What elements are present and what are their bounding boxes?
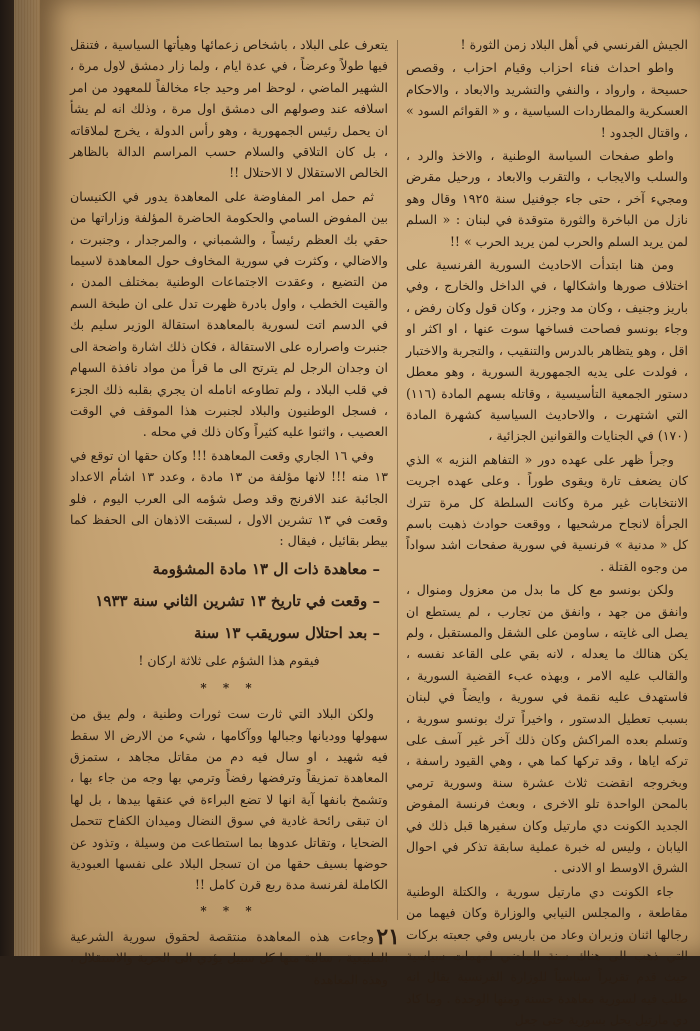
page-number: ٢١ bbox=[376, 924, 400, 950]
left-para-2: ثم حمل امر المفاوضة على المعاهدة يدور في الكنيسان بين المفوض السامي والحكومة الحاضرة المؤلفة وزاراتها من حقي بك العظم رئيساً ، والشمباني ، والمرجدار ، وجنبرت ، والاضالي ، وكثرت في سورية المخاوف حول المعاهدة لاسيما من التضيع ، وعقدت الاجتماعات الوطنية بمختلف المدن ، والقيت الخطب ، واول بادرة ظهرت تدل على ان طبخة السم في الدسم اتت لسورية بالمعاهدة استقالة الوزير سليم بك جنبرت واصراره على الاستقالة ، فكان ذلك اشارة واضحة الى ان وجدان الرجل لم يترتح الى ما قرأ من مواد نافذة السهام في قلب البلاد ، ولم تطاوعه انامله ان يجري بقلبه ذلك الجزء ، فسجل الوطنيون والبلاد لجنبرت هذا الموقف في الوقت العصيب ، واثنوا عليه كثيراً وكان ذلك في محله . bbox=[70, 188, 388, 440]
right-column bbox=[406, 34, 688, 1028]
treaty-line-1: – معاهدة ذات ال ١٣ مادة المشؤومة bbox=[152, 559, 380, 578]
right-para-5: وجرأ ظهر على عهده دور « التفاهم النزيه » الذي كان يضعف تارة ويقوى طوراً . وعلى عهده اجريت الانتخابات غير مرة وكانت السلطة كل مرة تترك الجرأة لانجاح مرشحيها ، ووقعت حوادث ذهبت باسم كل « مدنية » فرنسية في سورية صفحات اشد سواداً من وجوه القتلة . bbox=[406, 451, 688, 574]
left-para-3: وفي ١٦ الجاري وقعت المعاهدة !!! وكان حقها ان توقع في ١٣ منه !!! لانها مؤلفة من ١٣ مادة ، وعدد ١٣ اشأم الاعداد الجائبة عند الافرنج وقد وصل شؤمه الى العرب اليوم ، فلو وقعت في ١٣ تشرين الاول ، لسبقت الاذهان الى الحفظ كما بيطر بقائيل ، فيقال : bbox=[70, 447, 388, 549]
section-separator-1: * * * bbox=[200, 681, 258, 696]
treaty-line-3: – بعد احتلال سوريقب ١٣ سنة bbox=[193, 623, 380, 642]
section-separator-2: * * * bbox=[200, 903, 258, 918]
left-para-middle: ولكن البلاد التي ثارت ست ثورات وطنية ، ولم يبق من سهولها ووديانها وجبالها ووآكامها ، شيء من الارض الا سقط فيه شهيد ، او سال فيه دم من مقاتل مجاهد ، ستمزق المعاهدة تمزيقاً وترفضها رفضاً وترمي بها وجه من جاء بها ، وتشمخ بانفها آية انها لا تضع البراءة في عنقها بيدها ، بل لها ان تبقى رائحة غادية في سوق النضال وميدان الكفاح تتحمل الضحايا ، وتقاتل عدوها بما استطاعت من وسيلة ، وتذود عن حوضها بسيف حقها من ان تسجل البلاد على نفسها العبودية الكاملة لفرنسة مدة ربع قرن كامل !! bbox=[70, 706, 388, 893]
right-para-4: ومن هنا ابتدأت الاحاديث السورية الفرنسية على اختلاف صورها واشكالها ، في الداخل والخارج ، وفي باريز وجنيف ، وكان مد وجزر ، وكان قول وكان رفض ، وجاء بونسو فصاحت فساخها سوت عنها ، او اكثر او اقل ، وهو يتظاهر بالدرس والتنقيب ، والتجربة والاختبار ، فولدت على يديه الجمهورية السورية ، وهو معطل دستور الجمعية التأسيسية ، وقاتله بسهم المادة (١١٦) التي اشتهرت ، والاحاديث السياسية كشهرة المادة (١٧٠) في الجنايات والقوانين الجزائية ، bbox=[406, 257, 688, 444]
book-page bbox=[40, 0, 700, 1028]
left-para-1: يتعرف على البلاد ، باشخاص زعمائها وهيأتها السياسية ، فتنقل فيها طولاً وعرضاً ، في عدة ايام ، ولما زار دمشق لاول مرة ، الشهير الماضي ، لوحظ امر وحيد جاء مخالفاً للمعهود من امر اسلافه عند وصولهم الى دمشق اول مرة ، وذلك انه لم يشأ ان يحمل رئيس الجمهورية ، وهو رأس الدولة ، يخرج لملاقاته ، بل كان التلاقي والسلام حسب المراسم الدالة بالظاهر الخالص الاستقلال لا الاحتلال !! bbox=[70, 37, 388, 181]
right-para-3: واطو صفحات السياسة الوطنية ، والاخذ والرد ، والسلب والايجاب ، والتقرب والابعاد ، ورحيل مقرض ومجيء آخر ، حتى جاء جوفنيل سنة ١٩٢٥ وقال وهو نازل من الباخرة والثورة متوقدة في لبنان : « السلم لمن يريد السلم والحرب لمن يريد الحرب » !! bbox=[406, 148, 688, 249]
right-para-6: ولكن بونسو مع كل ما بدل من معزول ومنوال ، وانفق من جهد ، وانفق من تجارب ، لم يستطع ان يصل الى غايته ، ساومن على الشقل والمستقبل ، ولم يكن هنالك ما يعدله ، لانه بقي على القاعد نفسه ، والقالب عليه الامر ، وبهذه عبء القضية السورية ، فاستهدف عليه نقمة في سورية ، وايضاً في لبنان بسبب تعطيل الدستور ، واخيراً ترك بونسو سورية ، وتسلم بعده المراكش وكان ذلك آخر غير آسف على تركه اياها ، وقد تركها كما هي ، وهي القيود راسفة ، وبخروجه انقضت ثلاث عشرة سنة وسورية ترمي بالمحن الواحدة تلو الاخرى ، وبعث فرنسة المفوض الجديد الكونت دي مارتيل وكان سفيرها قبل ذلك في اليابان ، وليس له خبرة عملية سابقة تذكر في احوال الشرق الاوسط او الادنى . bbox=[406, 582, 688, 876]
right-para-7: جاء الكونت دي مارتيل سورية ، والكتلة الوطنية مقاطعة ، والمجلس النيابي والوزارة وكان فيهما من رجالها اثنان وزيران وعاد من باريس وفي جعبته بركات التي ذهب الى هناك سنة الماضي لمهمات سياسية حيث قدم تقريراً سياسياً للوزارة الفرنسية يقال انه طلب فيه لسورية معاهدة حسنة ومنها الوحدة . وما كاد دي مارتيل يحل بسورية حتى جعل bbox=[406, 883, 688, 1028]
column-divider bbox=[397, 40, 398, 920]
treaty-conclusion: فيقوم هذا الشؤم على ثلاثة اركان ! bbox=[138, 652, 320, 668]
left-para-final: وجاءت هذه المعاهدة منتقصة لحقوق سورية الشرعية الطبيعية ، سالبة منها كل سبيل يؤدي الى الحرية والاستقلال ، وهذه المعاهدة bbox=[70, 928, 388, 987]
right-para-1: الجيش الفرنسي في أهل البلاد زمن الثورة ! bbox=[460, 37, 688, 52]
treaty-line-2: – وقعت في تاريخ ١٣ تشرين الثاني سنة ١٩٣٣ bbox=[95, 591, 380, 610]
right-para-2: واطو احداث فناء احزاب وقيام احزاب ، وقصص حسيحة ، وارواد ، والنفي والتشريد والابعاد ، والاحكام العسكرية والمطاردات السياسية ، و « القوائم السود » ، واقتال الجدود ! bbox=[406, 60, 688, 140]
